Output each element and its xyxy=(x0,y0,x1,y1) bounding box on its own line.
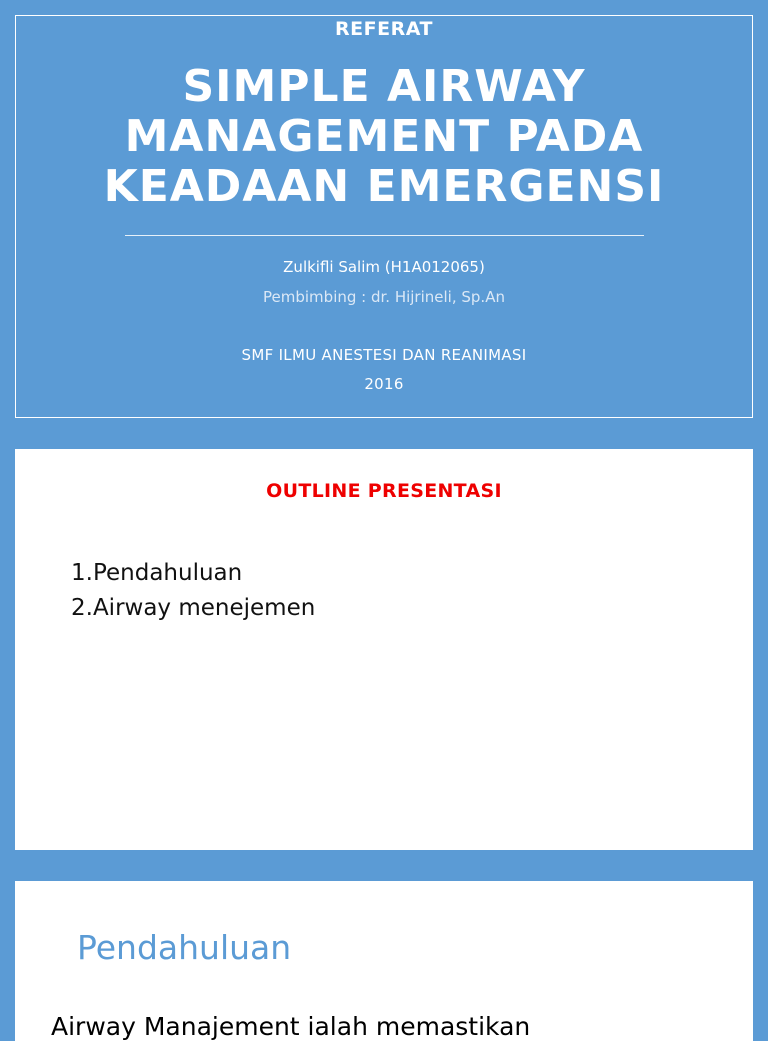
title-line-1: SIMPLE AIRWAY xyxy=(182,61,586,112)
author-name: Zulkifli Salim (H1A012065) xyxy=(283,258,485,276)
title-line-3: KEADAAN EMERGENSI xyxy=(103,161,665,212)
title-divider xyxy=(125,235,644,236)
outline-title: OUTLINE PRESENTASI xyxy=(266,480,502,502)
department-name: SMF ILMU ANESTESI DAN REANIMASI xyxy=(241,346,527,364)
year: 2016 xyxy=(364,375,404,393)
outline-item: 2.Airway menejemen xyxy=(71,595,316,621)
outline-item: 1.Pendahuluan xyxy=(71,560,243,586)
title-slide xyxy=(15,15,753,418)
presentation-title xyxy=(16,62,752,212)
section-body-text: Airway Manajement ialah memastikan xyxy=(51,1012,531,1041)
section-title: Pendahuluan xyxy=(77,928,292,967)
supervisor-name: Pembimbing : dr. Hijrineli, Sp.An xyxy=(263,288,505,306)
title-line-2: MANAGEMENT PADA xyxy=(124,111,644,162)
introduction-slide xyxy=(15,881,753,1041)
outline-list xyxy=(71,556,315,626)
slide-label: REFERAT xyxy=(335,18,433,40)
outline-slide xyxy=(15,449,753,850)
